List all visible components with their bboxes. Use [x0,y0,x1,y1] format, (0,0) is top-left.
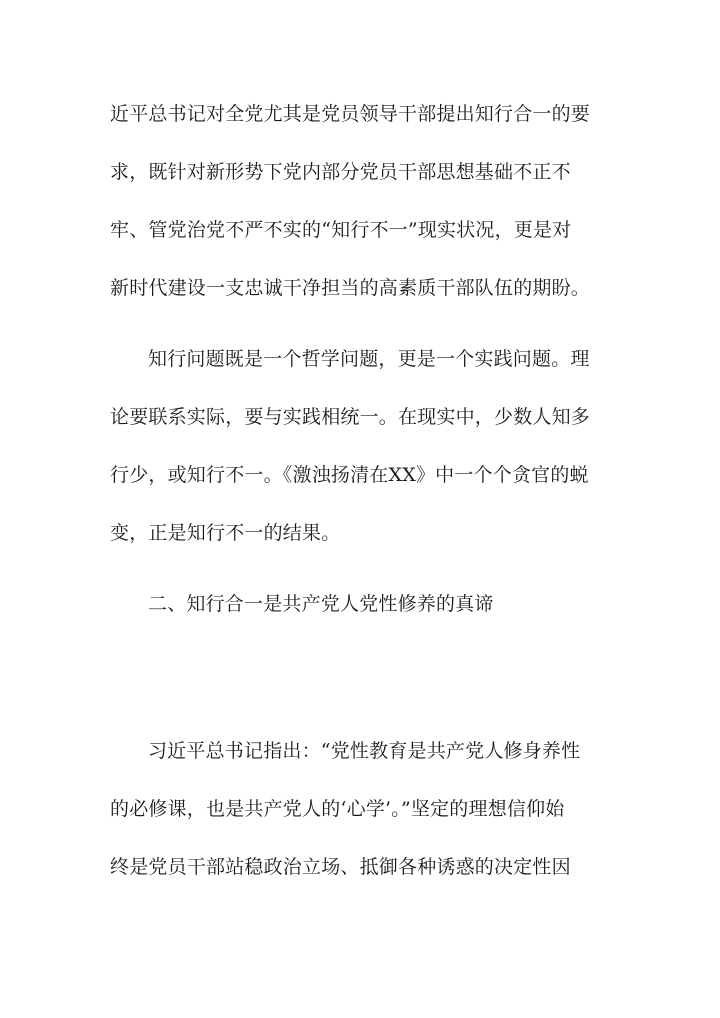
paragraph-1-line-4: 新时代建设一支忠诚干净担当的高素质干部队伍的期盼。 [110,277,591,299]
section-heading: 二、知行合一是共产党人党性修养的真谛 [148,593,494,615]
paragraph-3-line-1: 习近平总书记指出：“党性教育是共产党人修身养性 [148,740,581,762]
paragraph-3-line-2: 的必修课，也是共产党人的‘心学’。”坚定的理想信仰始 [110,798,565,820]
paragraph-3-line-3: 终是党员干部站稳政治立场、抵御各种诱惑的决定性因 [110,856,571,878]
paragraph-2-line-4: 变，正是知行不一的结果。 [110,522,341,544]
paragraph-1-line-3: 牢、管党治党不严不实的“知行不一”现实状况，更是对 [110,219,572,241]
paragraph-2-line-2: 论要联系实际，要与实践相统一。在现实中，少数人知多 [110,406,591,428]
paragraph-1-line-2: 求，既针对新形势下党内部分党员干部思想基础不正不 [110,161,571,183]
paragraph-1-line-1: 近平总书记对全党尤其是党员领导干部提出知行合一的要 [110,103,591,125]
paragraph-2-line-3: 行少，或知行不一。《激浊扬清在XX》中一个个贪官的蜕 [110,464,589,486]
paragraph-2-line-1: 知行问题既是一个哲学问题，更是一个实践问题。理 [148,348,590,370]
